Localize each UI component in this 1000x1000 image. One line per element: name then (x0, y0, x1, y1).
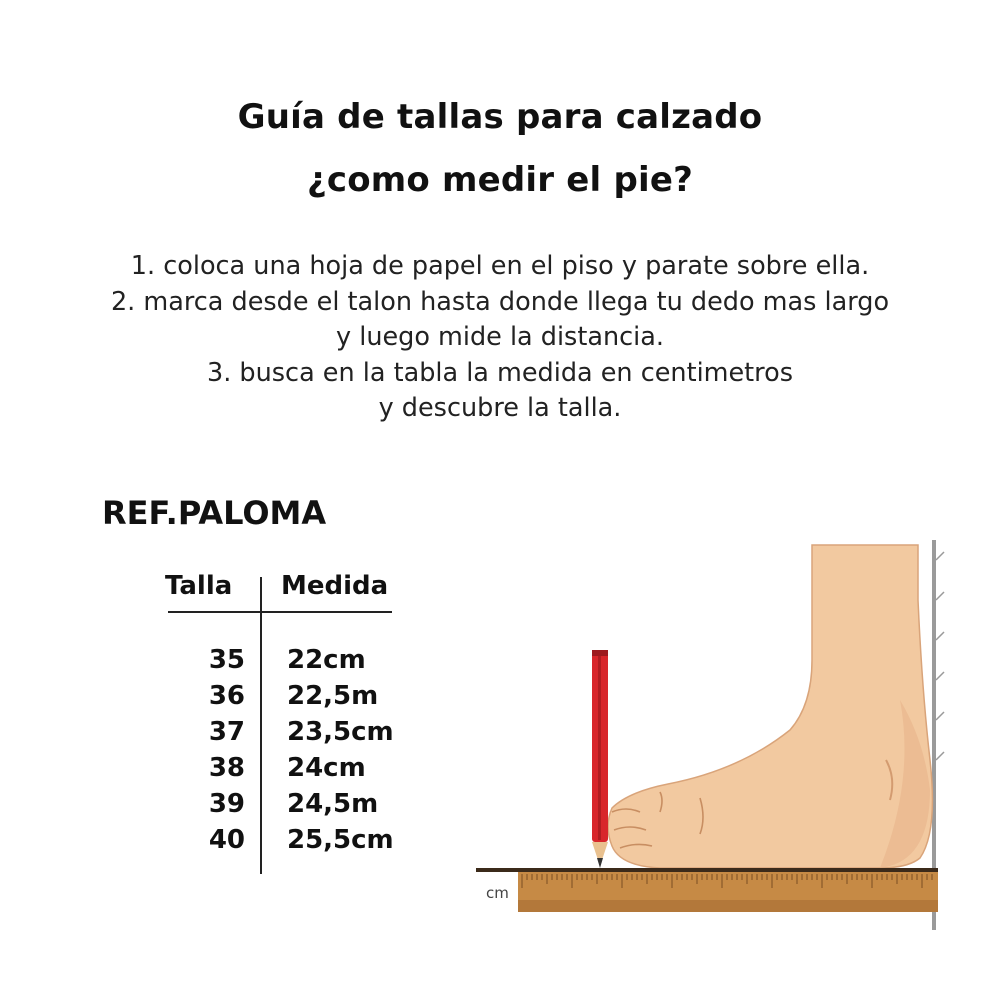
pencil-icon (592, 650, 608, 868)
talla-cell: 35 (208, 645, 245, 675)
instruction-line: 2. marca desde el talon hasta donde llega tu dedo mas largo (110, 286, 890, 317)
medida-cell: 25,5cm (287, 825, 394, 855)
foot-shape (608, 545, 932, 868)
instruction-line: 1. coloca una hoja de papel en el piso y parate sobre ella. (130, 251, 870, 281)
instructions (0, 249, 1000, 427)
medida-cell: 22,5m (287, 681, 379, 711)
talla-cell: 39 (208, 789, 245, 819)
medida-cell: 22cm (287, 645, 366, 675)
page-subtitle: ¿como medir el pie? (306, 160, 694, 200)
page-title: Guía de tallas para calzado (237, 97, 763, 137)
talla-cell: 38 (208, 753, 245, 783)
foot-measure-illustration (470, 530, 950, 940)
instruction-line: y luego mide la distancia. (336, 322, 664, 352)
talla-cell: 40 (208, 825, 245, 855)
instruction-line: y descubre la talla. (378, 393, 622, 423)
talla-cell: 36 (208, 681, 245, 711)
instruction-line: 3. busca en la tabla la medida en centimetros (206, 357, 793, 388)
talla-cell: 37 (208, 717, 245, 747)
header-medida: Medida (281, 571, 389, 601)
wall-hatching (936, 552, 944, 760)
header-talla: Talla (165, 571, 233, 601)
medida-cell: 24,5m (287, 789, 379, 819)
table-header-divider (168, 611, 392, 613)
ruler (476, 868, 938, 912)
medida-cell: 23,5cm (287, 717, 394, 747)
reference-label: REF.PALOMA (102, 494, 327, 532)
medida-cell: 24cm (287, 753, 366, 783)
ruler-unit-label: cm (486, 884, 509, 902)
